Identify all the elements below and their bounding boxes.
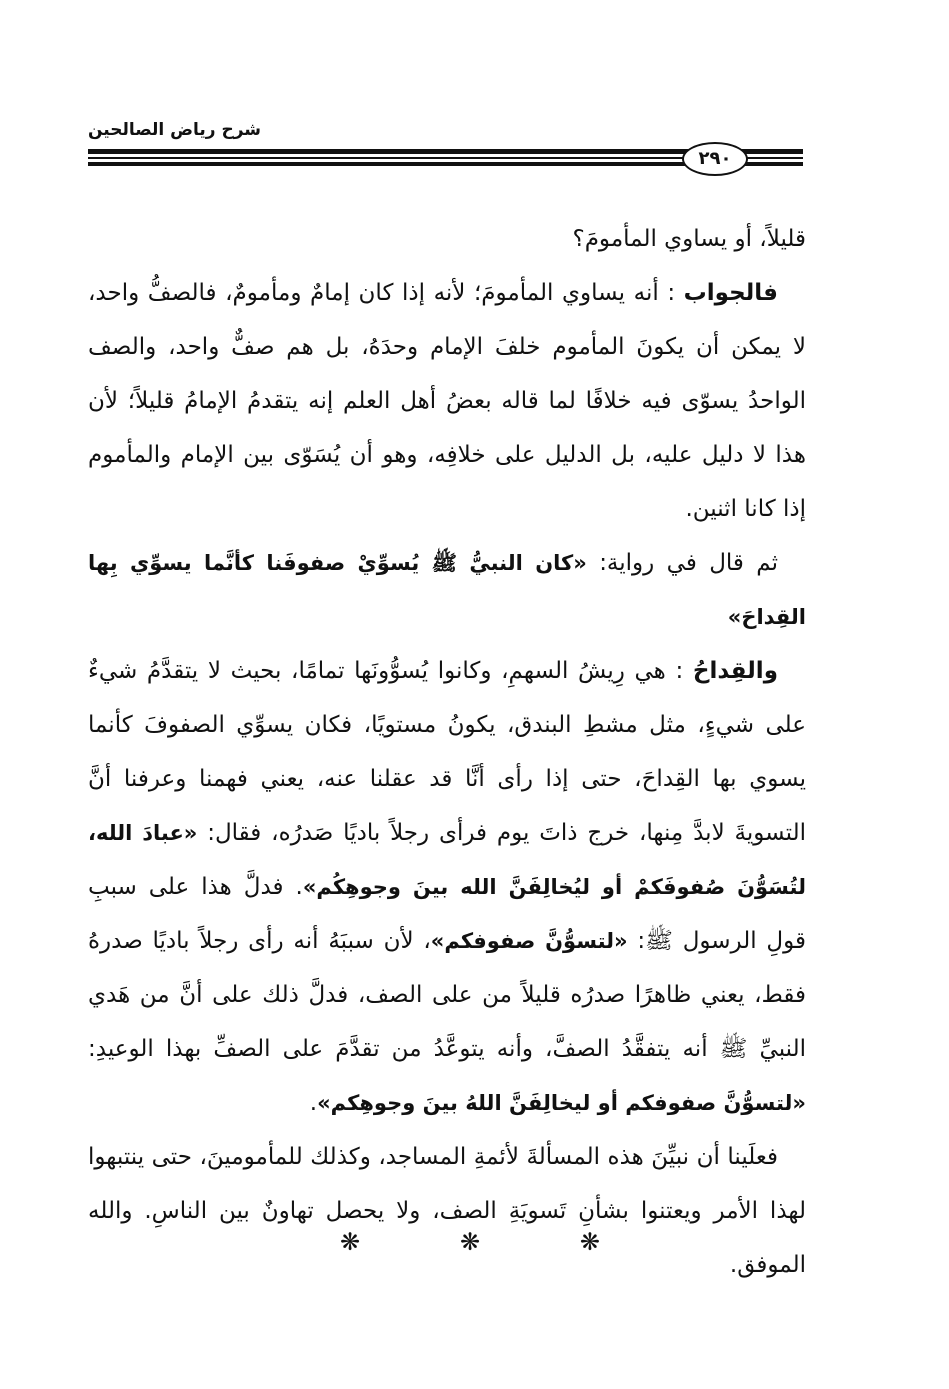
paragraph-3-text: ثم قال في رواية: <box>599 550 779 576</box>
answer-label: فالجواب <box>683 280 778 306</box>
hadith-quote-4: «لتسوُّنَّ صفوفكم أو ليخالِفَنَّ اللهُ بينَ وجوهِكم» <box>317 1091 806 1115</box>
ornament-star-icon: ❋ <box>340 1228 361 1256</box>
paragraph-2 <box>88 266 806 536</box>
paragraph-5 <box>88 1130 806 1292</box>
paragraph-4-text-3: ، لأن سببَهُ أنه رأى رجلاً باديًا صدرهُ فقط، يعني ظاهرًا صدرُه قليلاً من على الصف، فدلَّ ذلك على أنَّ من هَدي النبيِّ ﷺ أنه يتفقَّدُ الصفَّ، وأنه يتوعَّدُ من تقدَّمَ على الصفِّ بهذا الوعيدِ: <box>88 928 806 1062</box>
section-end-ornaments <box>340 1228 600 1256</box>
paragraph-5-text: فعلَينا أن نبيِّنَ هذه المسألةَ لأئمةِ المساجد، وكذلك للمأمومينَ، حتى ينتبهوا لهذا الأمر ويعتنوا بشأنِ تَسويَةِ الصف، ولا يحصل تهاونٌ بين الناسِ. والله الموفق. <box>88 1144 806 1278</box>
hadith-quote-2: «عبادَ الله، لتُسَوُّنَ صُفوفَكمْ أو ليُخالِفَنَّ الله بينَ وجوهِكُم» <box>88 821 806 899</box>
term-label: والقِداحُ <box>692 658 778 684</box>
ornament-star-icon: ❋ <box>459 1228 481 1256</box>
body-text <box>88 212 806 1292</box>
running-header-title: شرح رياض الصالحين <box>88 120 262 140</box>
paragraph-3 <box>88 536 806 644</box>
page-number: ٢٩٠ <box>682 142 748 176</box>
paragraph-4 <box>88 644 806 1130</box>
paragraph-4-text-4: . <box>309 1090 318 1116</box>
paragraph-1-text: قليلاً، أو يساوي المأمومَ؟ <box>572 226 806 252</box>
paragraph-4-text-2: . فدلَّ هذا على سببِ قولِ الرسول ﷺ: <box>88 874 806 954</box>
hadith-quote-1: «كان النبيُّ ﷺ يُسوِّيْ صفوفَنا كأنَّما يسوِّي بِها القِداحَ» <box>88 551 806 629</box>
hadith-quote-3: «لتسوُّنَّ صفوفكم» <box>430 929 628 953</box>
paragraph-4-text: : هي رِيشُ السهمِ، وكانوا يُسوُّونَها تمامًا، بحيث لا يتقدَّمُ شيءٌ على شيءٍ، مثل مشطِ البندق، يكونُ مستويًا، فكان يسوِّي الصفوفَ كأنما يسوي بها القِداحَ، حتى إذا رأى أنَّا قد عقلنا عنه، يعني فهمنا وعرفنا أنَّ التسويةَ لابدَّ مِنها، خرج ذاتَ يوم فرأى رجلاً باديًا صَدرُه، فقال: <box>88 658 806 846</box>
paragraph-2-text: : أنه يساوي المأمومَ؛ لأنه إذا كان إمامٌ ومأمومٌ، فالصفُّ واحد، لا يمكن أن يكونَ المأموم خلفَ الإمام وحدَهُ، بل هم صفٌّ واحد، والصف الواحدُ يسوّى فيه خلافًا لما قاله بعضُ أهل العلم إنه يتقدمُ الإمامُ قليلاً؛ لأن هذا لا دليل عليه، بل الدليل على خلافِه، وهو أن يُسَوّى بين الإمام والمأموم إذا كانا اثنين. <box>88 280 806 522</box>
ornament-star-icon: ❋ <box>579 1228 600 1256</box>
paragraph-1 <box>88 212 806 266</box>
